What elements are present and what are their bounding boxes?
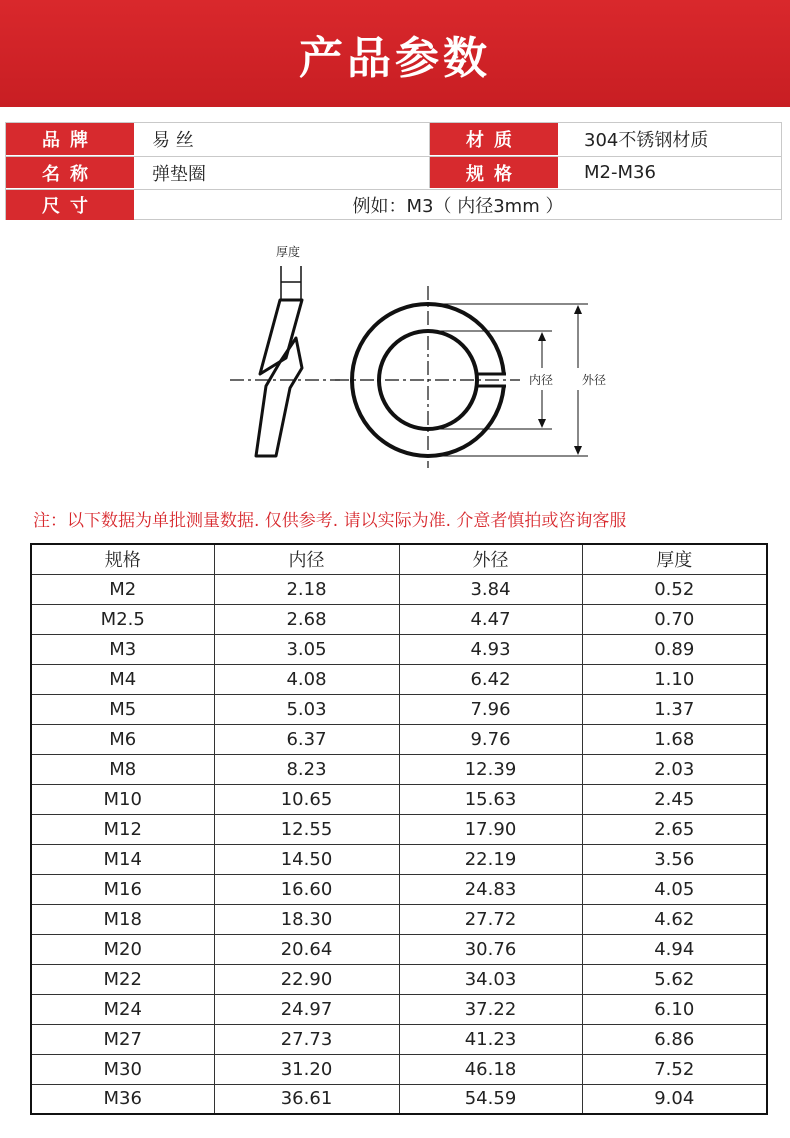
spec-cell: M22	[31, 964, 214, 994]
inner-arrow-top	[538, 332, 546, 341]
header-inner-diameter: 内径	[214, 544, 399, 574]
inner-diameter-cell: 27.73	[214, 1024, 399, 1054]
outer-diameter-cell: 9.76	[399, 724, 582, 754]
thickness-cell: 0.52	[582, 574, 767, 604]
spec-cell: M2	[31, 574, 214, 604]
name-value: 弹垫圈	[134, 157, 430, 188]
inner-diameter-cell: 18.30	[214, 904, 399, 934]
outer-diameter-cell: 7.96	[399, 694, 582, 724]
thickness-cell: 2.45	[582, 784, 767, 814]
table-row	[31, 934, 767, 964]
table-row	[31, 634, 767, 664]
outer-diameter-cell: 22.19	[399, 844, 582, 874]
spec-cell: M5	[31, 694, 214, 724]
inner-diameter-cell: 8.23	[214, 754, 399, 784]
thickness-cell: 2.65	[582, 814, 767, 844]
table-row	[31, 694, 767, 724]
measurement-note: 注：以下数据为单批测量数据. 仅供参考. 请以实际为准. 介意者慎拍或咨询客服	[33, 511, 627, 531]
table-row	[31, 574, 767, 604]
thickness-cell: 6.86	[582, 1024, 767, 1054]
outer-arrow-top	[574, 305, 582, 314]
outer-diameter-cell: 46.18	[399, 1054, 582, 1084]
spec-cell: M4	[31, 664, 214, 694]
info-row-name	[6, 156, 781, 188]
thickness-cell: 7.52	[582, 1054, 767, 1084]
inner-diameter-cell: 22.90	[214, 964, 399, 994]
thickness-cell: 4.94	[582, 934, 767, 964]
inner-diameter-cell: 20.64	[214, 934, 399, 964]
thickness-cell: 0.89	[582, 634, 767, 664]
outer-arrow-bottom	[574, 446, 582, 455]
spec-cell: M16	[31, 874, 214, 904]
thickness-cell: 6.10	[582, 994, 767, 1024]
brand-label: 品牌	[6, 123, 134, 155]
inner-diameter-cell: 12.55	[214, 814, 399, 844]
info-row-size	[6, 189, 781, 220]
spec-cell: M3	[31, 634, 214, 664]
outer-diameter-cell: 17.90	[399, 814, 582, 844]
washer-diagram	[220, 238, 620, 468]
thickness-cell: 4.62	[582, 904, 767, 934]
spec-label: 规格	[430, 157, 558, 188]
outer-diameter-cell: 27.72	[399, 904, 582, 934]
inner-diameter-cell: 2.18	[214, 574, 399, 604]
spec-cell: M2.5	[31, 604, 214, 634]
inner-diameter-cell: 10.65	[214, 784, 399, 814]
table-row	[31, 664, 767, 694]
info-row-brand	[6, 123, 781, 155]
inner-arrow-bottom	[538, 419, 546, 428]
table-row	[31, 874, 767, 904]
brand-value: 易 丝	[134, 123, 430, 155]
spec-cell: M14	[31, 844, 214, 874]
size-spec-table	[30, 543, 768, 1115]
thickness-cell: 5.62	[582, 964, 767, 994]
spec-cell: M18	[31, 904, 214, 934]
outer-diameter-cell: 3.84	[399, 574, 582, 604]
thickness-cell: 9.04	[582, 1084, 767, 1114]
spec-cell: M27	[31, 1024, 214, 1054]
inner-diameter-cell: 36.61	[214, 1084, 399, 1114]
table-row	[31, 604, 767, 634]
table-row	[31, 1084, 767, 1114]
table-row	[31, 994, 767, 1024]
thickness-cell: 4.05	[582, 874, 767, 904]
table-row	[31, 754, 767, 784]
spec-cell: M20	[31, 934, 214, 964]
outer-diameter-cell: 4.47	[399, 604, 582, 634]
product-info-grid	[5, 122, 782, 220]
header-thickness: 厚度	[582, 544, 767, 574]
thickness-cell: 1.10	[582, 664, 767, 694]
spec-cell: M36	[31, 1084, 214, 1114]
header-outer-diameter: 外径	[399, 544, 582, 574]
thickness-cell: 1.37	[582, 694, 767, 724]
spec-cell: M30	[31, 1054, 214, 1084]
table-row	[31, 1024, 767, 1054]
table-row	[31, 784, 767, 814]
inner-diameter-cell: 3.05	[214, 634, 399, 664]
inner-diameter-cell: 16.60	[214, 874, 399, 904]
thickness-cell: 1.68	[582, 724, 767, 754]
inner-diameter-cell: 2.68	[214, 604, 399, 634]
table-row	[31, 724, 767, 754]
size-label: 尺寸	[6, 190, 134, 220]
outer-diameter-cell: 41.23	[399, 1024, 582, 1054]
inner-diameter-cell: 4.08	[214, 664, 399, 694]
thickness-cell: 2.03	[582, 754, 767, 784]
outer-diameter-cell: 4.93	[399, 634, 582, 664]
page-header	[0, 0, 790, 107]
thickness-label: 厚度	[276, 245, 301, 259]
washer-side-view	[256, 300, 302, 456]
thickness-cell: 0.70	[582, 604, 767, 634]
outer-diameter-cell: 30.76	[399, 934, 582, 964]
side-view-lower	[256, 338, 302, 456]
table-row	[31, 964, 767, 994]
inner-diameter-cell: 14.50	[214, 844, 399, 874]
thickness-cell: 3.56	[582, 844, 767, 874]
table-row	[31, 844, 767, 874]
material-value: 304不锈钢材质	[584, 130, 709, 151]
page-title: 产品参数	[299, 32, 491, 84]
material-label: 材质	[430, 123, 558, 155]
spec-value: M2-M36	[584, 162, 656, 183]
inner-diameter-cell: 6.37	[214, 724, 399, 754]
outer-diameter-cell: 54.59	[399, 1084, 582, 1114]
outer-diameter-cell: 37.22	[399, 994, 582, 1024]
spec-cell: M24	[31, 994, 214, 1024]
outer-diameter-cell: 6.42	[399, 664, 582, 694]
outer-diameter-cell: 34.03	[399, 964, 582, 994]
inner-diameter-cell: 5.03	[214, 694, 399, 724]
outer-diameter-cell: 24.83	[399, 874, 582, 904]
header-spec: 规格	[31, 544, 214, 574]
inner-diameter-label: 内径	[529, 373, 554, 387]
outer-diameter-cell: 15.63	[399, 784, 582, 814]
spec-cell: M8	[31, 754, 214, 784]
table-row	[31, 814, 767, 844]
inner-diameter-cell: 24.97	[214, 994, 399, 1024]
spec-cell: M12	[31, 814, 214, 844]
size-value: 例如：M3（ 内径3mm ）	[352, 196, 564, 217]
table-header-row	[31, 544, 767, 574]
name-label: 名称	[6, 157, 134, 188]
inner-diameter-cell: 31.20	[214, 1054, 399, 1084]
spec-cell: M10	[31, 784, 214, 814]
table-row	[31, 904, 767, 934]
outer-diameter-cell: 12.39	[399, 754, 582, 784]
table-row	[31, 1054, 767, 1084]
spec-cell: M6	[31, 724, 214, 754]
outer-diameter-label: 外径	[582, 373, 607, 387]
